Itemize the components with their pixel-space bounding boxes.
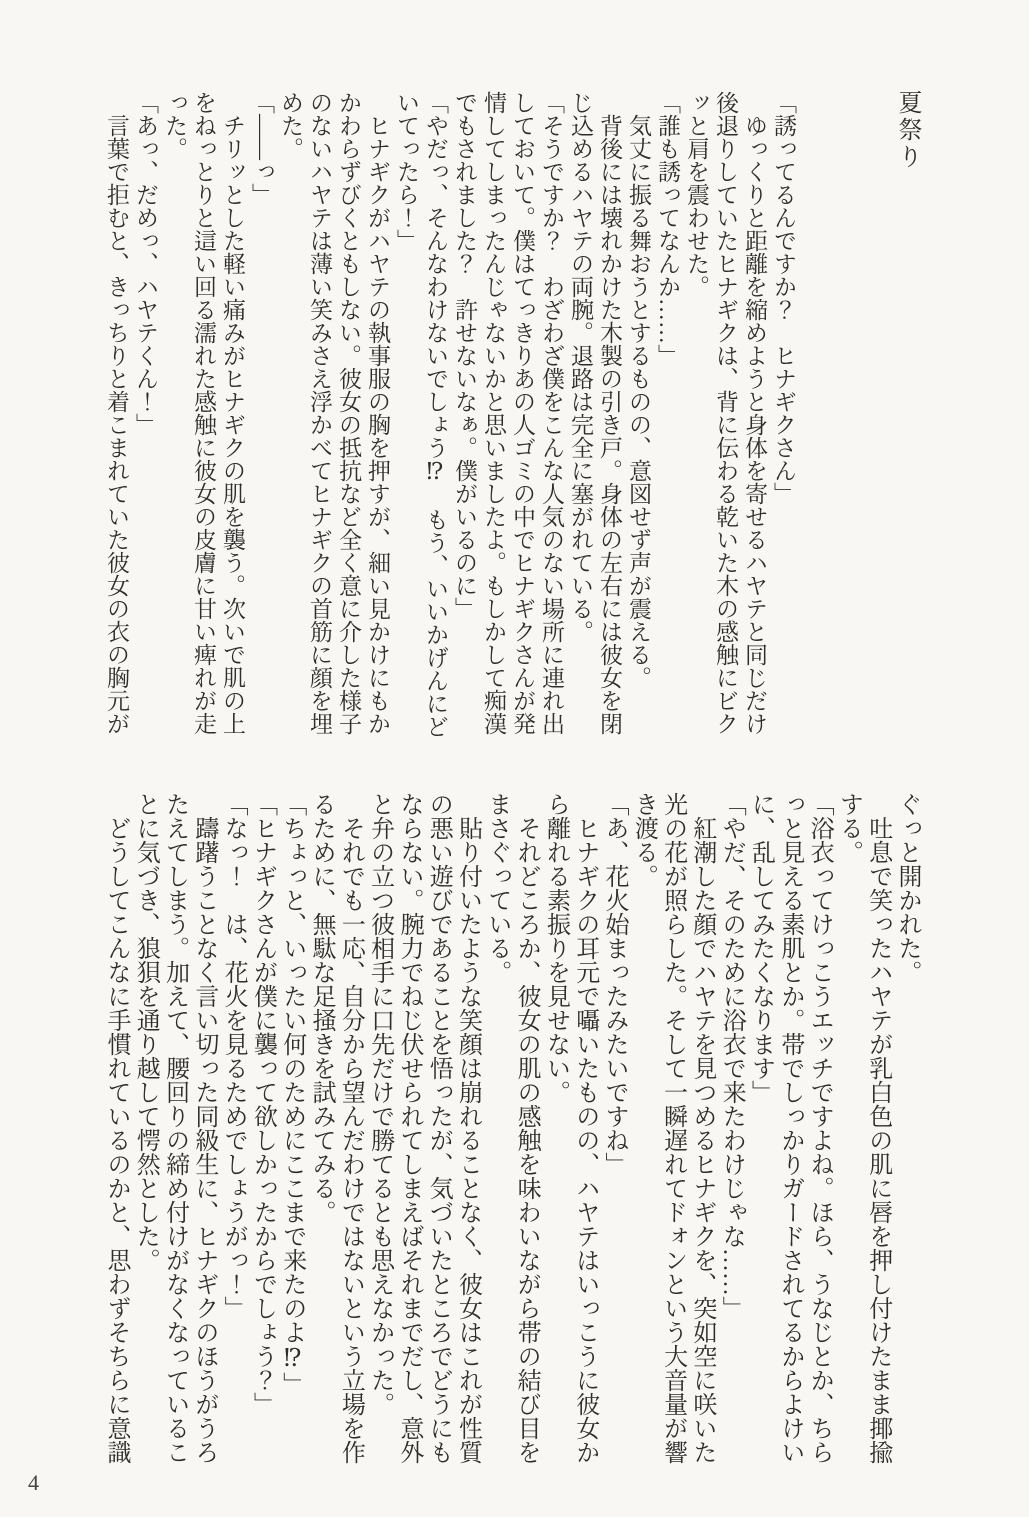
text-column: 「そうですか？ わざわざ僕をこんな人気のない場所に連れ出 bbox=[539, 91, 564, 735]
text-column: 言葉で拒むと、きっちりと着こまれていた彼女の衣の胸元が bbox=[104, 91, 129, 735]
text-column: をねっとりと這い回る濡れた感触に彼女の皮膚に甘い痺れが走 bbox=[191, 91, 216, 735]
text-column: き渡る。 bbox=[630, 792, 657, 888]
text-column: それどころか、彼女の肌の感触を味わいながら帯の結び目を bbox=[513, 792, 540, 1464]
text-column: 「やだっ、そんなわけないでしょう⁉ もう、いいかげんにど bbox=[423, 91, 448, 738]
text-column: しておいて。僕はてっきりあの人ゴミの中でヒナギクさんが発 bbox=[510, 91, 535, 735]
story-title: 夏祭り bbox=[894, 90, 920, 171]
text-column: ヒナギクの耳元で囁いたものの、ハヤテはいっこうに彼女か bbox=[571, 792, 598, 1464]
text-column: いてったら！」 bbox=[394, 91, 419, 252]
text-column: チリッとした軽い痛みがヒナギクの肌を襲う。次いで肌の上 bbox=[220, 91, 245, 735]
text-column: 紅潮した顔でハヤテを見つめるヒナギクを、突如空に咲いた bbox=[688, 792, 715, 1464]
text-column: ぐっと開かれた。 bbox=[894, 792, 920, 984]
text-column: ならない。腕力でねじ伏せられてしまえばそれまでだし、意外 bbox=[395, 792, 422, 1464]
text-column: ゆっくりと距離を縮めようと身体を寄せるハヤテと同じだけ bbox=[742, 91, 767, 735]
text-column: ら離れる素振りを見せない。 bbox=[542, 792, 569, 1104]
text-column: 「誘ってるんですか？ ヒナギクさん」 bbox=[771, 91, 796, 505]
text-column: たえてしまう。加えて、腰回りの締め付けがなくなっているこ bbox=[161, 792, 188, 1464]
text-column: るために、無駄な足掻きを試みてみる。 bbox=[308, 792, 335, 1224]
text-column: 躊躇うことなく言い切った同級生に、ヒナギクのほうがうろ bbox=[190, 792, 217, 1464]
text-column: どうしてこんなに手慣れているのかと、思わずそちらに意識 bbox=[102, 792, 129, 1464]
text-column: とに気づき、狼狽を通り越して愕然とした。 bbox=[132, 792, 159, 1272]
text-column: じ込めるハヤテの両腕。退路は完全に塞がれている。 bbox=[568, 91, 593, 643]
text-column: かわらずびくともしない。彼女の抵抗など全く意に介した様子 bbox=[336, 91, 361, 735]
text-column: 後退りしていたヒナギクは、背に伝わる乾いた木の感触にビク bbox=[713, 91, 738, 735]
text-column: の悪い遊びであることを悟ったが、気づいたところでどうにも bbox=[425, 792, 452, 1464]
text-column: でもされました？ 許せないなぁ。僕がいるのに」 bbox=[452, 91, 477, 620]
text-column: 「ヒナギクさんが僕に襲って欲しかったからでしょう？」 bbox=[249, 792, 276, 1416]
text-column: まさぐっている。 bbox=[483, 792, 510, 984]
text-column: っと見える素肌とか。帯でしっかりガードされてるからよけい bbox=[776, 792, 803, 1464]
text-column: する。 bbox=[835, 792, 862, 864]
text-column: と弁の立つ彼相手に口先だけで勝てるとも思えなかった。 bbox=[366, 792, 393, 1416]
text-column: 「あ、花火始まったみたいですね」 bbox=[601, 792, 628, 1176]
text-column: った。 bbox=[162, 91, 187, 160]
text-column: 貼り付いたような笑顔は崩れることなく、彼女はこれが性質 bbox=[454, 792, 481, 1464]
text-column: 光の花が照らした。そして一瞬遅れてドォンという大音量が響 bbox=[659, 792, 686, 1464]
text-column: 「――っ」 bbox=[249, 91, 274, 206]
text-column: のないハヤテは薄い笑みさえ浮かべてヒナギクの首筋に顔を埋 bbox=[307, 91, 332, 735]
text-column: ッと肩を震わせた。 bbox=[684, 91, 709, 298]
text-column: 背後には壊れかけた木製の引き戸。身体の左右には彼女を閉 bbox=[597, 91, 622, 735]
text-column: 「誰も誘ってなんか……」 bbox=[655, 91, 680, 367]
text-column: 「ちょっと、いったい何のためにここまで来たのよ⁉」 bbox=[278, 792, 305, 1396]
text-column: 情してしまったんじゃないかと思いましたよ。もしかして痴漢 bbox=[481, 91, 506, 735]
text-column: ヒナギクがハヤテの執事服の胸を押すが、細い見かけにもか bbox=[365, 91, 390, 735]
page-number: 4 bbox=[28, 1470, 39, 1495]
text-block-bottom bbox=[101, 792, 921, 1487]
text-column: 「あっ、だめっ、ハヤテくん！」 bbox=[133, 91, 158, 436]
text-column: 「なっ！ は、花火を見るためでしょうがっ！」 bbox=[220, 792, 247, 1320]
text-column: それでも一応、自分から望んだわけではないという立場を作 bbox=[337, 792, 364, 1464]
text-column: 吐息で笑ったハヤテが乳白色の肌に唇を押し付けたまま揶揄 bbox=[864, 792, 891, 1464]
text-column: 「やだ、そのために浴衣で来たわけじゃな……」 bbox=[718, 792, 745, 1320]
text-column: に、乱してみたくなります」 bbox=[747, 792, 774, 1104]
text-block-top bbox=[102, 91, 798, 741]
text-column: 気丈に振る舞おうとするものの、意図せず声が震える。 bbox=[626, 91, 651, 689]
text-column: めた。 bbox=[278, 91, 303, 160]
text-column: 「浴衣ってけっこうエッチですよね。ほら、うなじとか、ちら bbox=[806, 792, 833, 1464]
